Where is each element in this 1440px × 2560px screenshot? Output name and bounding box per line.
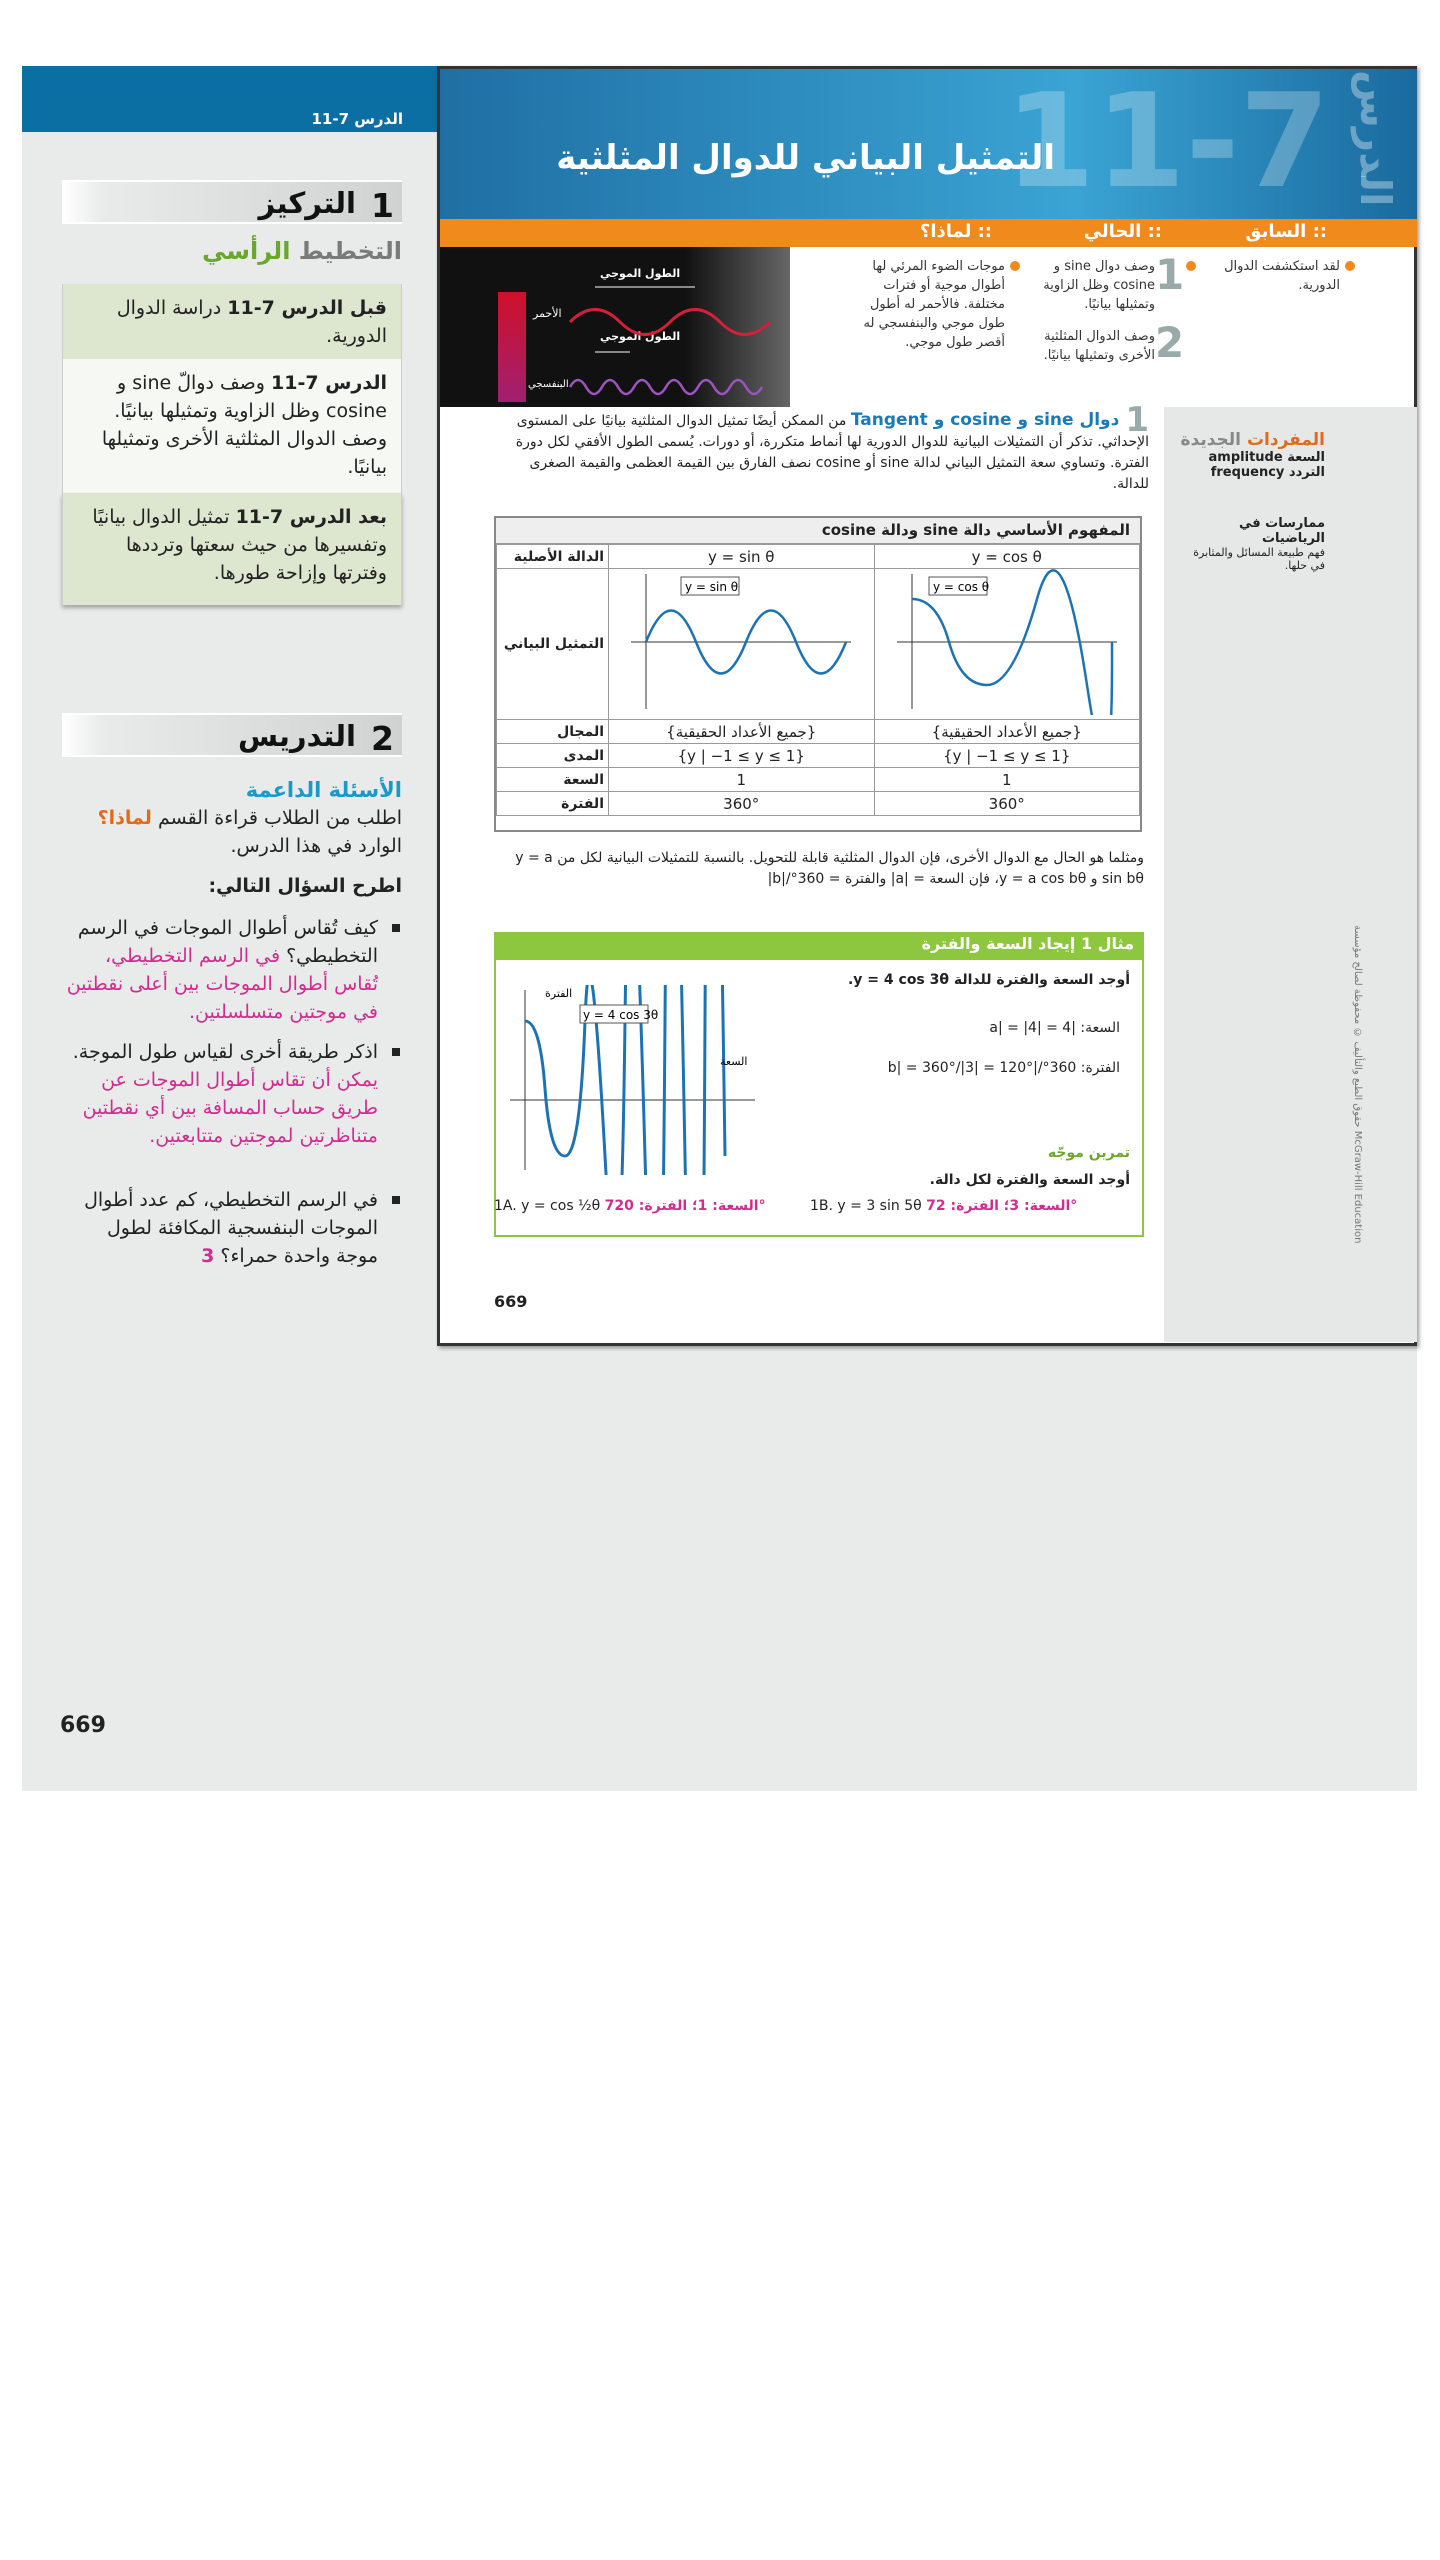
- svg-text:y = 4 cos 3θ: y = 4 cos 3θ: [583, 1008, 659, 1022]
- focus-number: 1: [371, 186, 394, 225]
- question-1: كيف تُقاس أطوال الموجات في الرسم التخطيطي؟ في الرسم التخطيطي، تُقاس أطوال الموجات بين أعلى نقطتين في موجتين متسلسلتين.: [62, 914, 402, 1026]
- guided-practice: تمرين موجّه: [1047, 1145, 1130, 1161]
- svg-text:الفترة: الفترة: [545, 987, 573, 1000]
- teach-title: التدريس: [238, 719, 356, 753]
- key-concept-box: المفهوم الأساسي دالة sine ودالة cosine الدالة الأصلية y = sin θ y = cos θ التمثيل البياني y = sin θ y = cos θ المجال {جميع الأعداد الحقيقية} {جميع الأعداد الحقيقية} المدى {y | −1 ≤ y ≤ 1} {y | −1 ≤ y ≤ 1} السعة 1 1 الفترة 360° 360°: [494, 516, 1142, 832]
- ask-title: اطرح السؤال التالي:: [208, 875, 402, 897]
- lesson-number: 11-7: [1004, 65, 1330, 217]
- teach-header: [62, 713, 402, 757]
- question-3: في الرسم التخطيطي، كم عدد أطوال الموجات البنفسجية المكافئة لطول موجة واحدة حمراء؟ 3: [62, 1186, 402, 1270]
- svg-text:y = cos θ: y = cos θ: [932, 580, 989, 594]
- prev-text: لقد استكشفت الدوال الدورية.: [1224, 259, 1340, 293]
- vocab-box: المفردات الجديدة السعة amplitude التردد frequency ممارسات في الرياضيات فهم طبيعة المسائل والمثابرة في حلها.: [1180, 430, 1325, 572]
- example-amplitude: السعة: |a| = |4| = 4: [989, 1020, 1120, 1036]
- after-box: بعد الدرس 7-11 تمثيل الدوال بيانيًا وتفسيرها من حيث سعتها وترددها وفترتها وإزاحة طورها.: [62, 493, 402, 605]
- plan-title: التخطيط الرأسي: [202, 237, 402, 265]
- example-title: مثال 1 إيجاد السعة والفترة: [494, 932, 1144, 960]
- sidebar-page-number: 669: [60, 1713, 106, 1738]
- practice-1b: 1B. y = 3 sin 5θ السعة: 3؛ الفترة: 72°: [810, 1198, 1078, 1214]
- svg-text:y = sin θ: y = sin θ: [685, 580, 739, 594]
- now-text-1: وصف دوال sine و cosine وظل الزاوية وتمثيلها بيانيًا.: [1043, 259, 1155, 312]
- focus-title: التركيز: [258, 186, 356, 220]
- example-period: الفترة: 360°/|b| = 360°/|3| = 120°: [887, 1060, 1120, 1076]
- page-title: التمثيل البياني للدوال المثلثية: [556, 138, 1055, 178]
- example-graph: [505, 985, 765, 1175]
- section-bar: :: السابق :: الحالي :: لماذا؟: [440, 219, 1417, 247]
- lesson-word: الدرس: [1351, 70, 1400, 207]
- support-section: الأسئلة الداعمة اطلب من الطلاب قراءة القسم لماذا؟ الوارد في هذا الدرس. اطرح السؤال التالي:: [62, 776, 402, 900]
- during-box: الدرس 7-11 وصف دوالّ sine و cosine وظل الزاوية وتمثيلها بيانيًا. وصف الدوال المثلثية الأخرى وتمثيلها بيانيًا.: [62, 359, 402, 493]
- section-1: 1 دوال sine و cosine و Tangent من الممكن أيضًا تمثيل الدوال المثلثية بيانيًا على المستوى الإحداثي. تذكر أن التمثيلات البيانية للدوال الدورية لها أنماط متكررة، أو دورات. يُسمى الطول الأفقي لكل دورة الفترة. وتساوي سعة التمثيل البياني لدالة sine أو cosine نصف الفارق بين القيمة العظمى والقيمة الصغرى للدالة.: [515, 400, 1149, 492]
- page-number: 669: [494, 1292, 528, 1311]
- svg-text:السعة: السعة: [720, 1055, 748, 1068]
- now-text-2: وصف الدوال المثلثية الأخرى وتمثيلها بيانيًا.: [1043, 329, 1155, 363]
- guided-question: أوجد السعة والفترة لكل دالة.: [929, 1172, 1130, 1188]
- support-title: الأسئلة الداعمة: [245, 778, 402, 802]
- cos-graph: [887, 569, 1127, 715]
- sin-graph: [621, 569, 861, 715]
- example-question: أوجد السعة والفترة للدالة y = 4 cos 3θ.: [847, 972, 1130, 988]
- lesson-tag: الدرس 7-11: [311, 110, 403, 128]
- focus-header: [62, 180, 402, 224]
- why-text: موجات الضوء المرئي لها أطوال موجية أو فترات مختلفة. فالأحمر له أطول طول موجي والبنفسجي له أقصر طول موجي.: [863, 259, 1005, 350]
- lesson-tag-bar: [22, 66, 437, 132]
- transform-text: ومثلما هو الحال مع الدوال الأخرى، فإن الدوال المثلثية قابلة للتحويل. بالنسبة للتمثيلات البيانية لكل من y = a sin bθ و y = a cos bθ، فإن السعة = |a| والفترة = 360°/|b|: [515, 850, 1144, 887]
- credit: حقوق الطبع والتأليف © محفوظة لصالح مؤسسة McGraw-Hill Education: [1352, 925, 1363, 1244]
- wavelength-illustration: الأحمر البنفسجي الطول الموجي الطول الموجي: [440, 247, 790, 407]
- question-2: اذكر طريقة أخرى لقياس طول الموجة. يمكن أن تقاس أطوال الموجات عن طريق حساب المسافة بين أي نقطتين متناظرتين لموجتين متتابعتين.: [62, 1038, 402, 1150]
- practice-1a: 1A. y = cos ½θ السعة: 1؛ الفترة: 720°: [494, 1198, 766, 1214]
- teach-number: 2: [371, 719, 394, 758]
- before-box: قبل الدرس 7-11 دراسة الدوال الدورية.: [62, 284, 402, 359]
